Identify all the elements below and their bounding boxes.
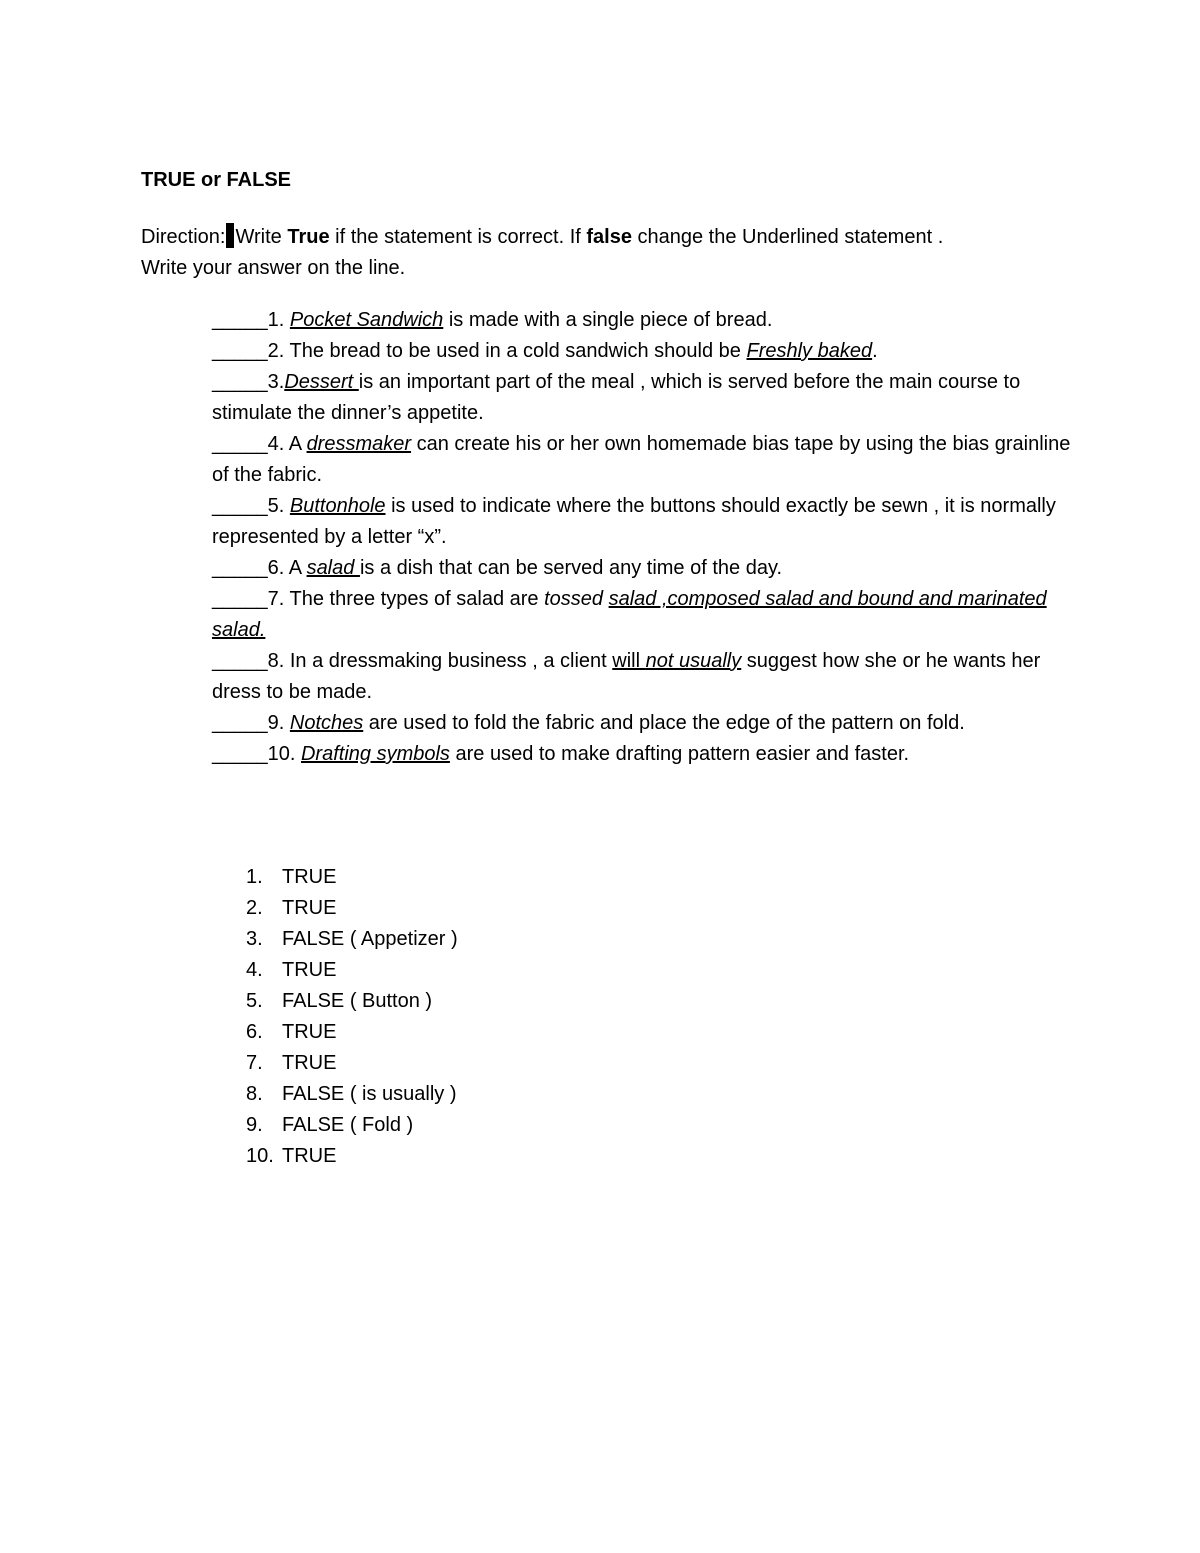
answer-item: 9. FALSE ( Fold ) xyxy=(246,1114,414,1136)
underlined-phrase: Dessert xyxy=(284,371,359,393)
question-item: _____3.Dessert is an important part of the meal , which is served before the main course to stimulate the dinner’s appetite. xyxy=(212,371,1021,424)
question-item: _____9. Notches are used to fold the fabric and place the edge of the pattern on fold. xyxy=(212,712,965,734)
direction-true-word: True xyxy=(287,226,330,248)
answer-item: 3. FALSE ( Appetizer ) xyxy=(246,928,458,950)
underlined-phrase: Freshly baked xyxy=(746,340,873,362)
underlined-phrase: not usually xyxy=(645,650,742,672)
question-item: _____6. A salad is a dish that can be served any time of the day. xyxy=(212,557,783,579)
question-item: _____4. A dressmaker can create his or her own homemade bias tape by using the bias grainline of the fabric. xyxy=(212,433,1071,486)
answer-item: 4. TRUE xyxy=(246,959,337,981)
answer-item: 10. TRUE xyxy=(246,1145,337,1167)
question-item: _____10. Drafting symbols are used to make drafting pattern easier and faster. xyxy=(212,743,910,765)
document-title: TRUE or FALSE xyxy=(141,169,292,191)
direction-paragraph xyxy=(141,222,1101,284)
answer-item: 5. FALSE ( Button ) xyxy=(246,990,433,1012)
underlined-phrase: salad ,composed salad and bound and marinated salad. xyxy=(212,588,1047,641)
question-item: _____8. In a dressmaking business , a client will not usually suggest how she or he wants her dress to be made. xyxy=(212,650,1041,703)
question-item: _____1. Pocket Sandwich is made with a single piece of bread. xyxy=(212,309,773,331)
text-cursor xyxy=(226,223,234,248)
answer-item: 7. TRUE xyxy=(246,1052,337,1074)
direction-false-word: false xyxy=(586,226,632,248)
underlined-phrase: dressmaker xyxy=(306,433,412,455)
answer-item: 6. TRUE xyxy=(246,1021,337,1043)
direction-text: if the statement is correct. xyxy=(329,226,570,248)
direction-label: Direction: xyxy=(141,226,226,248)
underlined-phrase: will xyxy=(612,650,646,672)
answer-key-list xyxy=(246,862,458,1172)
answer-item: 1. TRUE xyxy=(246,866,337,888)
underlined-phrase: salad xyxy=(306,557,360,579)
underlined-phrase: Notches xyxy=(289,712,364,734)
question-item: _____5. Buttonhole is used to indicate where the buttons should exactly be sewn , it is normally represented by a letter “x”. xyxy=(212,495,1056,548)
question-list xyxy=(212,305,1072,770)
underlined-phrase: Buttonhole xyxy=(289,495,386,517)
underlined-phrase: Drafting symbols xyxy=(300,743,450,765)
direction-line-2: Write your answer on the line. xyxy=(141,257,406,279)
underlined-phrase: Pocket Sandwich xyxy=(289,309,444,331)
question-item: _____2. The bread to be used in a cold sandwich should be Freshly baked. xyxy=(212,340,878,362)
question-item: _____7. The three types of salad are tossed salad ,composed salad and bound and marinated salad. xyxy=(212,588,1047,641)
direction-text: Write xyxy=(235,226,288,248)
answer-item: 8. FALSE ( is usually ) xyxy=(246,1083,457,1105)
direction-if-word: If xyxy=(569,226,587,248)
answer-item: 2. TRUE xyxy=(246,897,337,919)
direction-text: change the Underlined statement . xyxy=(631,226,944,248)
